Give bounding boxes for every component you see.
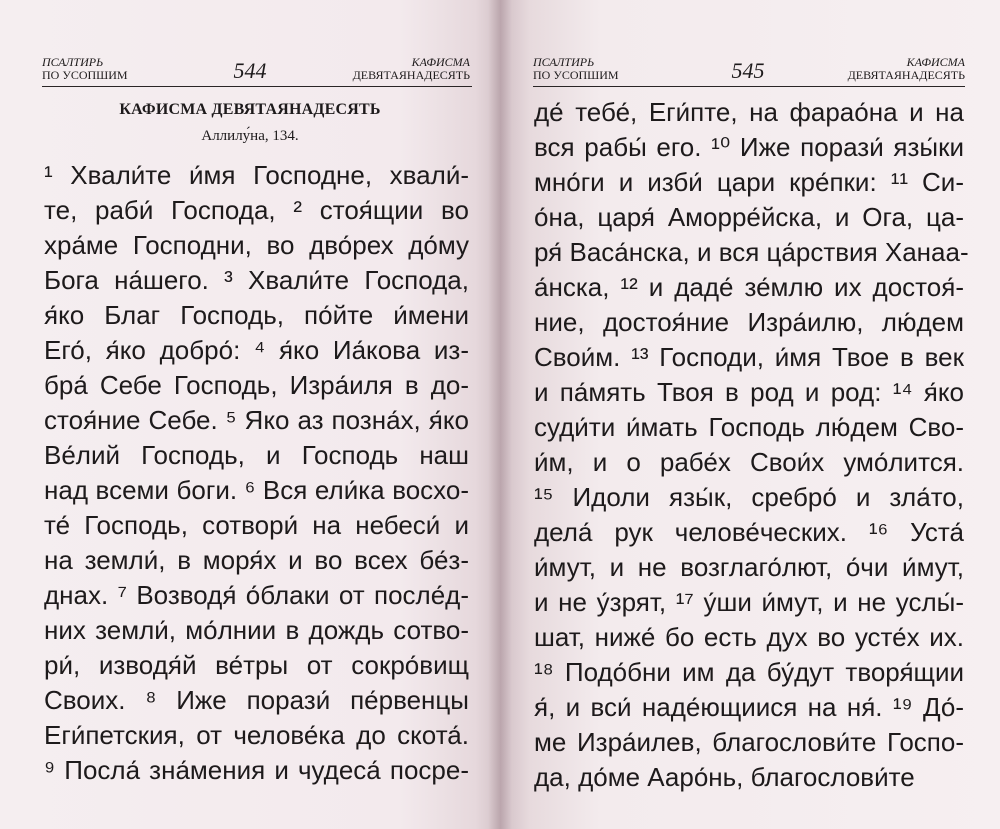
running-head-line: КАФИСМА: [906, 55, 965, 69]
text-line: ме Изра́илев, благослови́те Госпо-: [534, 727, 964, 757]
text-line: ¹⁸ Подо́бни им да бу́дут творя́щии: [534, 657, 964, 687]
running-head-line: ДЕВЯТАЯНАДЕСЯТЬ: [352, 68, 470, 82]
text-line: Еги́петския, от челове́ка до скота́.: [44, 720, 469, 750]
running-head-line: ПСАЛТИРЬ: [533, 55, 595, 69]
text-line: о́на, царя́ Аморре́йска, и Ога, ца-: [534, 202, 964, 232]
text-line: них земли́, мо́лнии в дождь сотво-: [44, 615, 469, 645]
text-line: ние, достоя́ние Изра́илю, лю́дем: [534, 307, 964, 337]
text-line: и па́мять Твоя в род и род: ¹⁴ я́ко: [534, 377, 964, 407]
running-head-line: ДЕВЯТАЯНАДЕСЯТЬ: [847, 68, 965, 82]
running-head-line: ПСАЛТИРЬ: [42, 55, 104, 69]
text-line: те́ Господь, сотвори́ на небеси́ и: [44, 510, 469, 540]
text-line: да, до́ме Ааро́нь, благослови́те: [534, 762, 915, 792]
header-rule: [42, 86, 472, 87]
text-line: де́ тебе́, Еги́пте, на фарао́на и на: [534, 97, 964, 127]
text-line: Бога на́шего. ³ Хвали́те Господа,: [44, 265, 469, 295]
left-running-head: [42, 56, 128, 82]
text-line: Свои́м. ¹³ Господи, и́мя Твое в век: [534, 342, 964, 372]
psalm-subtitle: Аллилу́на, 134.: [201, 128, 299, 144]
text-line: днах. ⁷ Возводя́ о́блаки от после́д-: [44, 580, 469, 610]
text-line: и́мут, и не возглаго́лют, о́чи и́мут,: [534, 552, 964, 582]
text-line: я́ко Благ Господь, по́йте и́мени: [44, 300, 469, 330]
text-line: шат, ниже́ бо есть дух во усте́х их.: [534, 622, 964, 652]
text-line: ¹⁵ Идоли язы́к, сребро́ и зла́то,: [534, 482, 964, 512]
text-line: и́м, и о рабе́х Свои́х умо́лится.: [534, 447, 964, 477]
text-line: ¹ Хвали́те и́мя Господне, хвали́-: [44, 160, 469, 190]
right-running-head-right: [820, 56, 965, 82]
page-number: 544: [233, 58, 267, 83]
text-line: те, раби́ Господа, ² стоя́щии во: [44, 195, 469, 225]
text-line: суди́ти и́мать Господь лю́дем Сво-: [534, 412, 964, 442]
page-number: 545: [731, 58, 765, 83]
text-line: Его́, я́ко добро́: ⁴ я́ко Иа́кова из-: [44, 335, 469, 365]
text-line: ри́, изводя́й ве́тры от сокро́вищ: [44, 650, 469, 680]
book-gutter: [488, 0, 512, 829]
right-running-head: [533, 56, 619, 82]
text-line: над всеми боги. ⁶ Вся ели́ка восхо-: [44, 475, 469, 505]
left-running-head-right: [330, 56, 470, 82]
text-line: и не у́зрят, ¹⁷ у́ши и́мут, и не услы́-: [534, 587, 964, 617]
text-line: на земли́, в моря́х и во всех бе́з-: [44, 545, 469, 575]
text-line: Ве́лий Господь, и Господь наш: [44, 440, 469, 470]
text-line: ⁹ Посла́ зна́мения и чудеса́ посре-: [44, 755, 469, 785]
text-line: а́нска, ¹² и даде́ зе́млю их достоя́-: [534, 272, 964, 302]
text-line: ря́ Васа́нска, и вся ца́рствия Ханаа-: [534, 237, 969, 267]
text-line: стоя́ние Себе. ⁵ Яко аз позна́х, я́ко: [44, 405, 469, 435]
running-head-line: ПО УСОПШИМ: [533, 68, 619, 82]
text-line: дела́ рук челове́ческих. ¹⁶ Уста́: [534, 517, 964, 547]
running-head-line: ПО УСОПШИМ: [42, 68, 128, 82]
text-line: хра́ме Господни, во дво́рех до́му: [44, 230, 469, 260]
kafisma-title: КАФИСМА ДЕВЯТАЯНАДЕСЯТЬ: [119, 101, 381, 118]
text-line: вся рабы́ его. ¹⁰ Иже порази́ язы́ки: [534, 132, 964, 162]
text-line: бра́ Себе Господь, Изра́иля в до-: [44, 370, 469, 400]
text-line: Своих. ⁸ Иже порази́ пе́рвенцы: [44, 685, 469, 715]
header-rule: [533, 86, 965, 87]
text-line: я́, и вси́ наде́ющиися на ня́. ¹⁹ До́-: [534, 692, 964, 722]
text-line: мно́ги и изби́ цари кре́пки: ¹¹ Си-: [534, 167, 964, 197]
running-head-line: КАФИСМА: [411, 55, 470, 69]
